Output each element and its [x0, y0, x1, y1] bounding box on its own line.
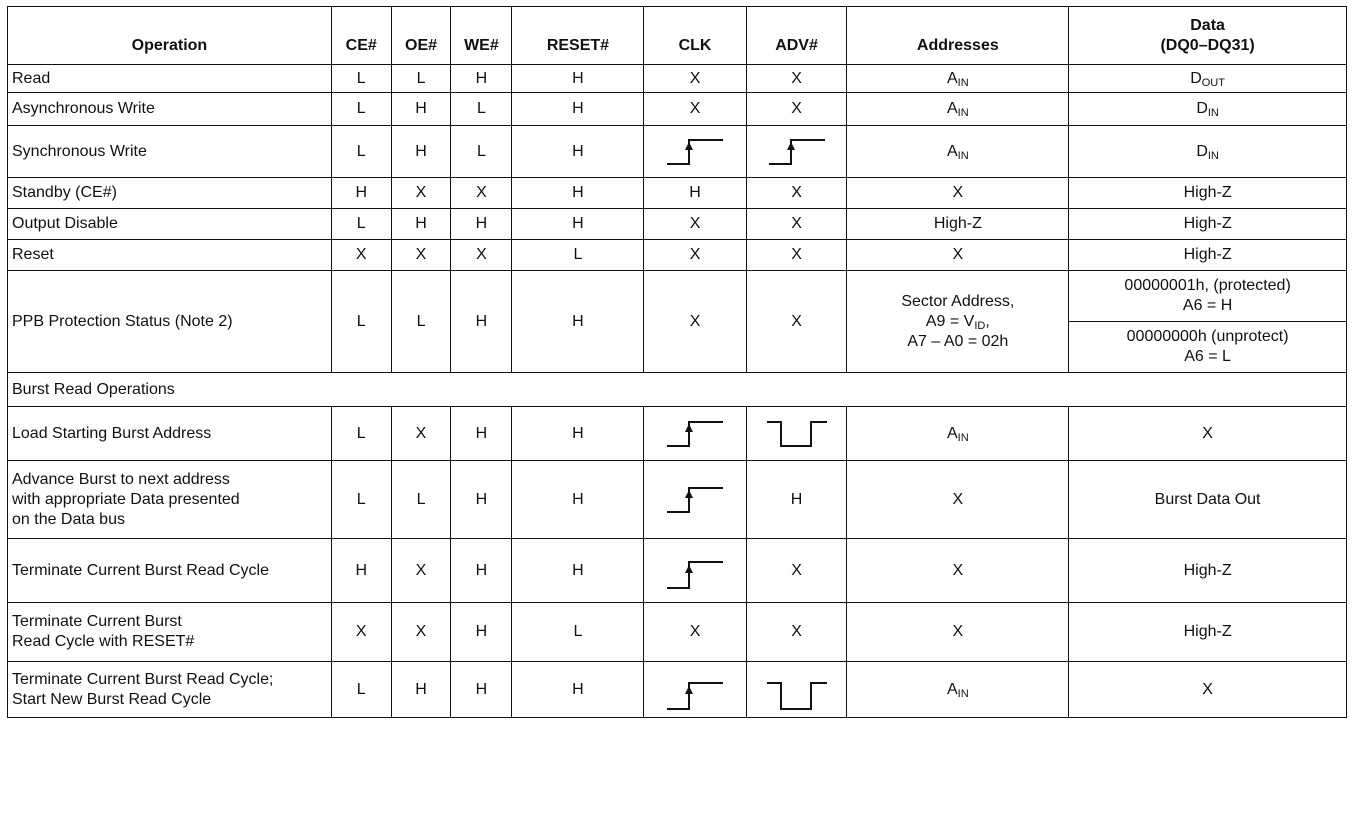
adv-cell: X — [746, 178, 847, 209]
table-row — [8, 407, 1347, 461]
header-clk: CLK — [644, 7, 746, 65]
data-cell: High-Z — [1069, 240, 1347, 271]
clk-cell: H — [644, 178, 746, 209]
ce-cell: X — [331, 240, 391, 271]
adv-cell: X — [746, 539, 847, 603]
address-cell: X — [847, 240, 1069, 271]
address-cell: High-Z — [847, 209, 1069, 240]
reset-cell: H — [512, 126, 644, 178]
adv-cell — [746, 662, 847, 718]
clk-cell: X — [644, 209, 746, 240]
low-pulse-icon — [765, 667, 829, 713]
header-ce: CE# — [331, 7, 391, 65]
header-data-line1: Data — [1190, 17, 1225, 34]
table-row — [8, 209, 1347, 240]
data-cell: $D_{OUT}$ — [1069, 65, 1347, 93]
adv-cell: X — [746, 603, 847, 662]
address-cell: $A_{IN}$ — [847, 93, 1069, 126]
adv-cell: X — [746, 93, 847, 126]
operation-cell: Terminate Current Burst Read Cycle with RESET# — [8, 603, 332, 662]
clk-cell — [644, 407, 746, 461]
clk-cell — [644, 126, 746, 178]
header-we: WE# — [451, 7, 512, 65]
ce-cell: L — [331, 209, 391, 240]
ce-cell: L — [331, 461, 391, 539]
address-cell: X — [847, 539, 1069, 603]
operation-cell: Terminate Current Burst Read Cycle — [8, 539, 332, 603]
operation-cell: Output Disable — [8, 209, 332, 240]
oe-cell: L — [391, 65, 451, 93]
adv-cell: X — [746, 209, 847, 240]
header-adv: ADV# — [746, 7, 847, 65]
clk-cell: X — [644, 271, 746, 373]
oe-cell: H — [391, 209, 451, 240]
reset-cell: H — [512, 209, 644, 240]
ce-cell: L — [331, 407, 391, 461]
header-reset: RESET# — [512, 7, 644, 65]
adv-cell — [746, 407, 847, 461]
rising-edge-icon — [663, 417, 727, 451]
table-row — [8, 461, 1347, 539]
we-cell: X — [451, 178, 512, 209]
ce-cell: L — [331, 662, 391, 718]
operation-cell: Advance Burst to next address with appropriate Data presented on the Data bus — [8, 461, 332, 539]
clk-cell: X — [644, 603, 746, 662]
header-operation: Operation — [8, 7, 332, 65]
we-cell: L — [451, 93, 512, 126]
header-addresses: Addresses — [847, 7, 1069, 65]
reset-cell: H — [512, 93, 644, 126]
ce-cell: L — [331, 65, 391, 93]
oe-cell: X — [391, 539, 451, 603]
rising-edge-icon — [663, 667, 727, 713]
adv-cell — [746, 126, 847, 178]
clk-cell: X — [644, 65, 746, 93]
reset-cell: H — [512, 662, 644, 718]
we-cell: H — [451, 539, 512, 603]
oe-cell: H — [391, 93, 451, 126]
clk-cell — [644, 461, 746, 539]
data-cell: Burst Data Out — [1069, 461, 1347, 539]
we-cell: H — [451, 461, 512, 539]
reset-cell: L — [512, 240, 644, 271]
oe-cell: L — [391, 461, 451, 539]
oe-cell: X — [391, 178, 451, 209]
operation-cell: Terminate Current Burst Read Cycle; Start New Burst Read Cycle — [8, 662, 332, 718]
data-cell: X — [1069, 662, 1347, 718]
table-row — [8, 178, 1347, 209]
reset-cell: H — [512, 539, 644, 603]
clk-cell — [644, 539, 746, 603]
ce-cell: H — [331, 539, 391, 603]
operation-cell: PPB Protection Status (Note 2) — [8, 271, 332, 373]
data-cell: 00000001h, (protected) A6 = H — [1069, 271, 1347, 322]
ce-cell: L — [331, 271, 391, 373]
oe-cell: H — [391, 662, 451, 718]
operation-cell: Read — [8, 65, 332, 93]
reset-cell: H — [512, 65, 644, 93]
rising-edge-icon — [663, 483, 727, 517]
header-data — [1069, 7, 1347, 65]
table-row — [8, 539, 1347, 603]
operations-table — [7, 6, 1347, 718]
data-cell: 00000000h (unprotect) A6 = L — [1069, 322, 1347, 373]
table-row — [8, 271, 1347, 322]
address-cell: $A_{IN}$ — [847, 662, 1069, 718]
rising-edge-icon — [663, 135, 727, 169]
we-cell: X — [451, 240, 512, 271]
operation-cell: Reset — [8, 240, 332, 271]
operation-cell: Synchronous Write — [8, 126, 332, 178]
ce-cell: L — [331, 126, 391, 178]
reset-cell: H — [512, 271, 644, 373]
ce-cell: H — [331, 178, 391, 209]
address-cell: X — [847, 603, 1069, 662]
reset-cell: H — [512, 407, 644, 461]
address-cell: $A_{IN}$ — [847, 65, 1069, 93]
we-cell: H — [451, 662, 512, 718]
address-cell: $A_{IN}$ — [847, 407, 1069, 461]
oe-cell: X — [391, 240, 451, 271]
reset-cell: H — [512, 178, 644, 209]
ce-cell: L — [331, 93, 391, 126]
we-cell: H — [451, 603, 512, 662]
clk-cell: X — [644, 240, 746, 271]
adv-cell: X — [746, 240, 847, 271]
adv-cell: X — [746, 271, 847, 373]
table-row — [8, 240, 1347, 271]
oe-cell: L — [391, 271, 451, 373]
we-cell: H — [451, 271, 512, 373]
reset-cell: L — [512, 603, 644, 662]
table-row — [8, 65, 1347, 93]
section-row — [8, 373, 1347, 407]
ce-cell: X — [331, 603, 391, 662]
operation-cell: Standby (CE#) — [8, 178, 332, 209]
address-cell: Sector Address, $A9 = V_{ID}$, A7 – A0 = 02h — [847, 271, 1069, 373]
adv-cell: H — [746, 461, 847, 539]
table-row — [8, 603, 1347, 662]
we-cell: H — [451, 407, 512, 461]
low-pulse-icon — [765, 417, 829, 451]
oe-cell: H — [391, 126, 451, 178]
operation-cell: Load Starting Burst Address — [8, 407, 332, 461]
we-cell: L — [451, 126, 512, 178]
data-cell: High-Z — [1069, 539, 1347, 603]
table-row — [8, 126, 1347, 178]
address-cell: X — [847, 461, 1069, 539]
adv-cell: X — [746, 65, 847, 93]
table-row — [8, 662, 1347, 718]
header-data-line2: (DQ0–DQ31) — [1160, 37, 1255, 54]
rising-edge-icon — [663, 548, 727, 594]
table-row — [8, 93, 1347, 126]
address-cell: X — [847, 178, 1069, 209]
data-cell: High-Z — [1069, 178, 1347, 209]
oe-cell: X — [391, 407, 451, 461]
reset-cell: H — [512, 461, 644, 539]
data-cell: High-Z — [1069, 603, 1347, 662]
rising-edge-icon — [765, 135, 829, 169]
data-cell: High-Z — [1069, 209, 1347, 240]
clk-cell — [644, 662, 746, 718]
clk-cell: X — [644, 93, 746, 126]
address-cell: $A_{IN}$ — [847, 126, 1069, 178]
operation-cell: Asynchronous Write — [8, 93, 332, 126]
we-cell: H — [451, 65, 512, 93]
data-cell: $D_{IN}$ — [1069, 126, 1347, 178]
header-oe: OE# — [391, 7, 451, 65]
we-cell: H — [451, 209, 512, 240]
data-cell: X — [1069, 407, 1347, 461]
data-cell: $D_{IN}$ — [1069, 93, 1347, 126]
section-label: Burst Read Operations — [8, 373, 1347, 407]
oe-cell: X — [391, 603, 451, 662]
header-row — [8, 7, 1347, 65]
